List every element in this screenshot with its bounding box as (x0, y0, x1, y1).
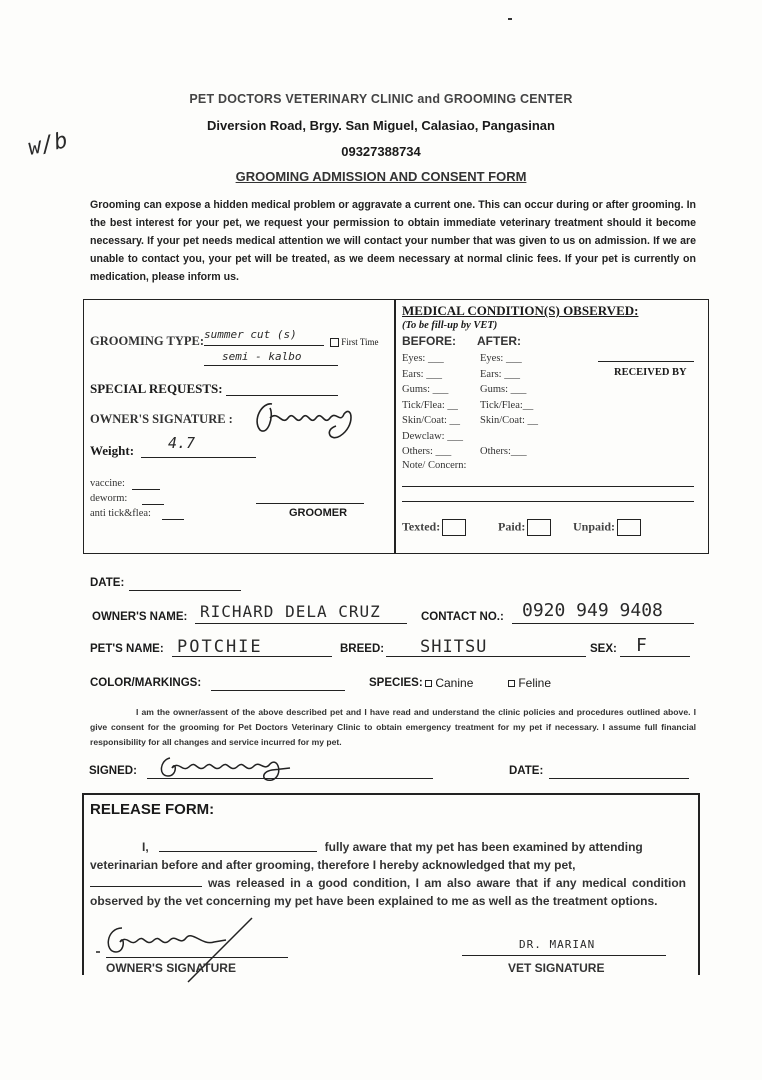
pets-name-label: PET'S NAME: (90, 643, 164, 655)
weight-value[interactable]: 4.7 (168, 434, 196, 452)
vaccine-line[interactable] (132, 489, 160, 490)
first-time-option[interactable] (330, 337, 379, 347)
paid-field[interactable] (498, 519, 551, 536)
signed-label: SIGNED: (89, 765, 137, 777)
release-line-1 (90, 838, 686, 856)
release-body (90, 856, 686, 874)
panel-divider (394, 299, 396, 554)
date-line[interactable] (129, 590, 241, 591)
special-requests-label: SPECIAL REQUESTS: (90, 381, 223, 396)
dewclaw[interactable]: Dewclaw: ___ (402, 430, 463, 442)
pets-name-value[interactable]: POTCHIE (177, 637, 263, 657)
clinic-phone: 09327388734 (341, 144, 421, 159)
note-line-2[interactable] (402, 501, 694, 502)
after-tick-flea[interactable]: Tick/Flea:__ (480, 399, 534, 411)
before-ears[interactable]: Ears: ___ (402, 368, 442, 380)
after-ears[interactable]: Ears: ___ (480, 368, 520, 380)
release-body-2 (90, 874, 686, 910)
texted-label: Texted: (402, 519, 441, 534)
first-time-label: First Time (341, 337, 379, 347)
after-others[interactable]: Others:___ (480, 446, 527, 457)
anti-tick-line[interactable] (162, 519, 184, 520)
signed-date-line[interactable] (549, 778, 689, 779)
species-label: SPECIES: (369, 677, 423, 689)
before-others[interactable]: Others: ___ (402, 446, 452, 457)
release-pet-blank[interactable] (90, 886, 202, 887)
signed-date-label: DATE: (509, 765, 544, 777)
after-eyes[interactable]: Eyes: ___ (480, 353, 522, 364)
contact-line (512, 623, 694, 624)
owners-name-line (195, 623, 407, 624)
release-right-border (698, 793, 700, 975)
weight-label: Weight: (90, 443, 135, 458)
feline-option[interactable] (508, 676, 551, 690)
after-empty (480, 429, 538, 445)
owner-signature-label: OWNER'S SIGNATURE (106, 961, 236, 975)
texted-box[interactable] (442, 519, 466, 536)
before-label: BEFORE: (402, 334, 456, 348)
vet-signature-label: VET SIGNATURE (508, 961, 605, 975)
owners-name-label: OWNER'S NAME: (92, 611, 188, 623)
sex-line (620, 656, 690, 657)
pets-name-line (172, 656, 332, 657)
vet-subtitle: (To be fill-up by VET) (402, 320, 498, 331)
groomer-signature-line[interactable] (256, 503, 364, 504)
deworm-line[interactable] (142, 504, 164, 505)
before-eyes[interactable]: Eyes: ___ (402, 353, 444, 364)
unpaid-field[interactable] (573, 519, 641, 536)
canine-label: Canine (435, 676, 474, 690)
vaccine-label: vaccine: (90, 478, 125, 489)
grooming-type-line (204, 345, 324, 346)
after-label: AFTER: (477, 334, 521, 348)
breed-line (386, 656, 586, 657)
intro-paragraph: Grooming can expose a hidden medical problem or aggravate a current one. This can occur during or after grooming. In the best interest for your pet, we request your permission to obtain immediate veterinary treatment should it become necessary. If your pet needs medical attention we will contact your number that was given to us on admission. If we are unable to contact you, your pet will be treated, as we deem necessary at normal clinic fees. If your pet is currently on medication, please inform us. (90, 199, 696, 283)
release-text-part1: fully aware that my pet has been examined by attending (324, 840, 643, 854)
color-markings-label: COLOR/MARKINGS: (90, 677, 202, 689)
release-title: RELEASE FORM: (90, 801, 215, 818)
owner-signature-scribble-1[interactable] (244, 396, 360, 444)
before-skin-coat[interactable]: Skin/Coat: __ (402, 415, 461, 426)
consent-paragraph: I am the owner/assent of the above described pet and I have read and understand the clinic policies and procedures outlined above. I give consent for the grooming for Pet Doctors Veterinary Clinic to obtain emergency treatment for my pet if necessary. I assume full financial responsibility for all changes and service incurred for my pet. (90, 707, 696, 747)
deworm-label: deworm: (90, 493, 128, 504)
clinic-address: Diversion Road, Brgy. San Miguel, Calasiao, Pangasinan (207, 118, 555, 133)
owners-name-value[interactable]: RICHARD DELA CRUZ (200, 602, 381, 621)
owner-sig-line (106, 957, 288, 958)
clinic-name: PET DOCTORS VETERINARY CLINIC and GROOMING CENTER (189, 92, 573, 106)
canine-checkbox[interactable] (425, 680, 432, 687)
medical-condition-title: MEDICAL CONDITION(S) OBSERVED: (402, 303, 639, 318)
unpaid-box[interactable] (617, 519, 641, 536)
paid-label: Paid: (498, 519, 526, 534)
note-concern-label: Note/ Concern: (402, 460, 467, 471)
grooming-type-line-2 (204, 365, 338, 366)
release-owner-blank[interactable] (159, 851, 317, 852)
after-items (480, 351, 538, 460)
signed-line (147, 778, 433, 779)
form-title: GROOMING ADMISSION AND CONSENT FORM (235, 169, 527, 184)
weight-line (141, 457, 256, 458)
groomer-label: GROOMER (289, 507, 348, 519)
color-markings-line[interactable] (211, 690, 345, 691)
margin-note: w/b (25, 128, 70, 161)
first-time-checkbox[interactable] (330, 338, 339, 347)
release-paragraph (90, 838, 686, 856)
release-left-border (82, 793, 84, 975)
sex-label: SEX: (590, 643, 617, 655)
date-label: DATE: (90, 577, 125, 589)
before-tick-flea[interactable]: Tick/Flea: __ (402, 399, 458, 411)
after-skin-coat[interactable]: Skin/Coat: __ (480, 415, 539, 426)
received-by-line[interactable] (598, 361, 694, 362)
before-gums[interactable]: Gums: ___ (402, 384, 449, 395)
before-items (402, 351, 463, 460)
feline-checkbox[interactable] (508, 680, 515, 687)
unpaid-label: Unpaid: (573, 519, 616, 534)
after-gums[interactable]: Gums: ___ (480, 384, 527, 395)
contact-label: CONTACT NO.: (421, 611, 504, 623)
grooming-type-value-2[interactable]: semi - kalbo (222, 350, 302, 363)
vet-sig-line (462, 955, 666, 956)
breed-value[interactable]: SHITSU (420, 637, 488, 657)
release-continuation: veterinarian before and after grooming, therefore I hereby acknowledged that my pet, (90, 858, 576, 872)
note-line-1[interactable] (402, 486, 694, 487)
paid-box[interactable] (527, 519, 551, 536)
received-by-label: RECEIVED BY (614, 367, 687, 378)
contact-value[interactable]: 0920 949 9408 (522, 600, 663, 621)
owners-signature-label: OWNER'S SIGNATURE : (90, 412, 233, 426)
scan-dot (508, 18, 512, 20)
release-text-part2: was released in a good condition, I am also aware that if any medical condition observed by the vet concerning my pet have been explained to me as well as the treatment options. (90, 876, 686, 908)
grooming-type-label: GROOMING TYPE: (90, 334, 205, 348)
grooming-type-value[interactable]: summer cut (s) (204, 328, 297, 341)
canine-option[interactable] (425, 676, 473, 690)
owner-signature-scribble-3[interactable] (92, 916, 264, 988)
vet-name-value[interactable]: DR. MARIAN (519, 938, 596, 951)
breed-label: BREED: (340, 643, 385, 655)
feline-label: Feline (518, 676, 552, 690)
sex-value[interactable]: F (636, 635, 647, 656)
texted-field[interactable] (402, 519, 466, 536)
release-text-start: I, (142, 840, 149, 854)
anti-tick-label: anti tick&flea: (90, 508, 151, 519)
release-top-border (82, 793, 700, 795)
